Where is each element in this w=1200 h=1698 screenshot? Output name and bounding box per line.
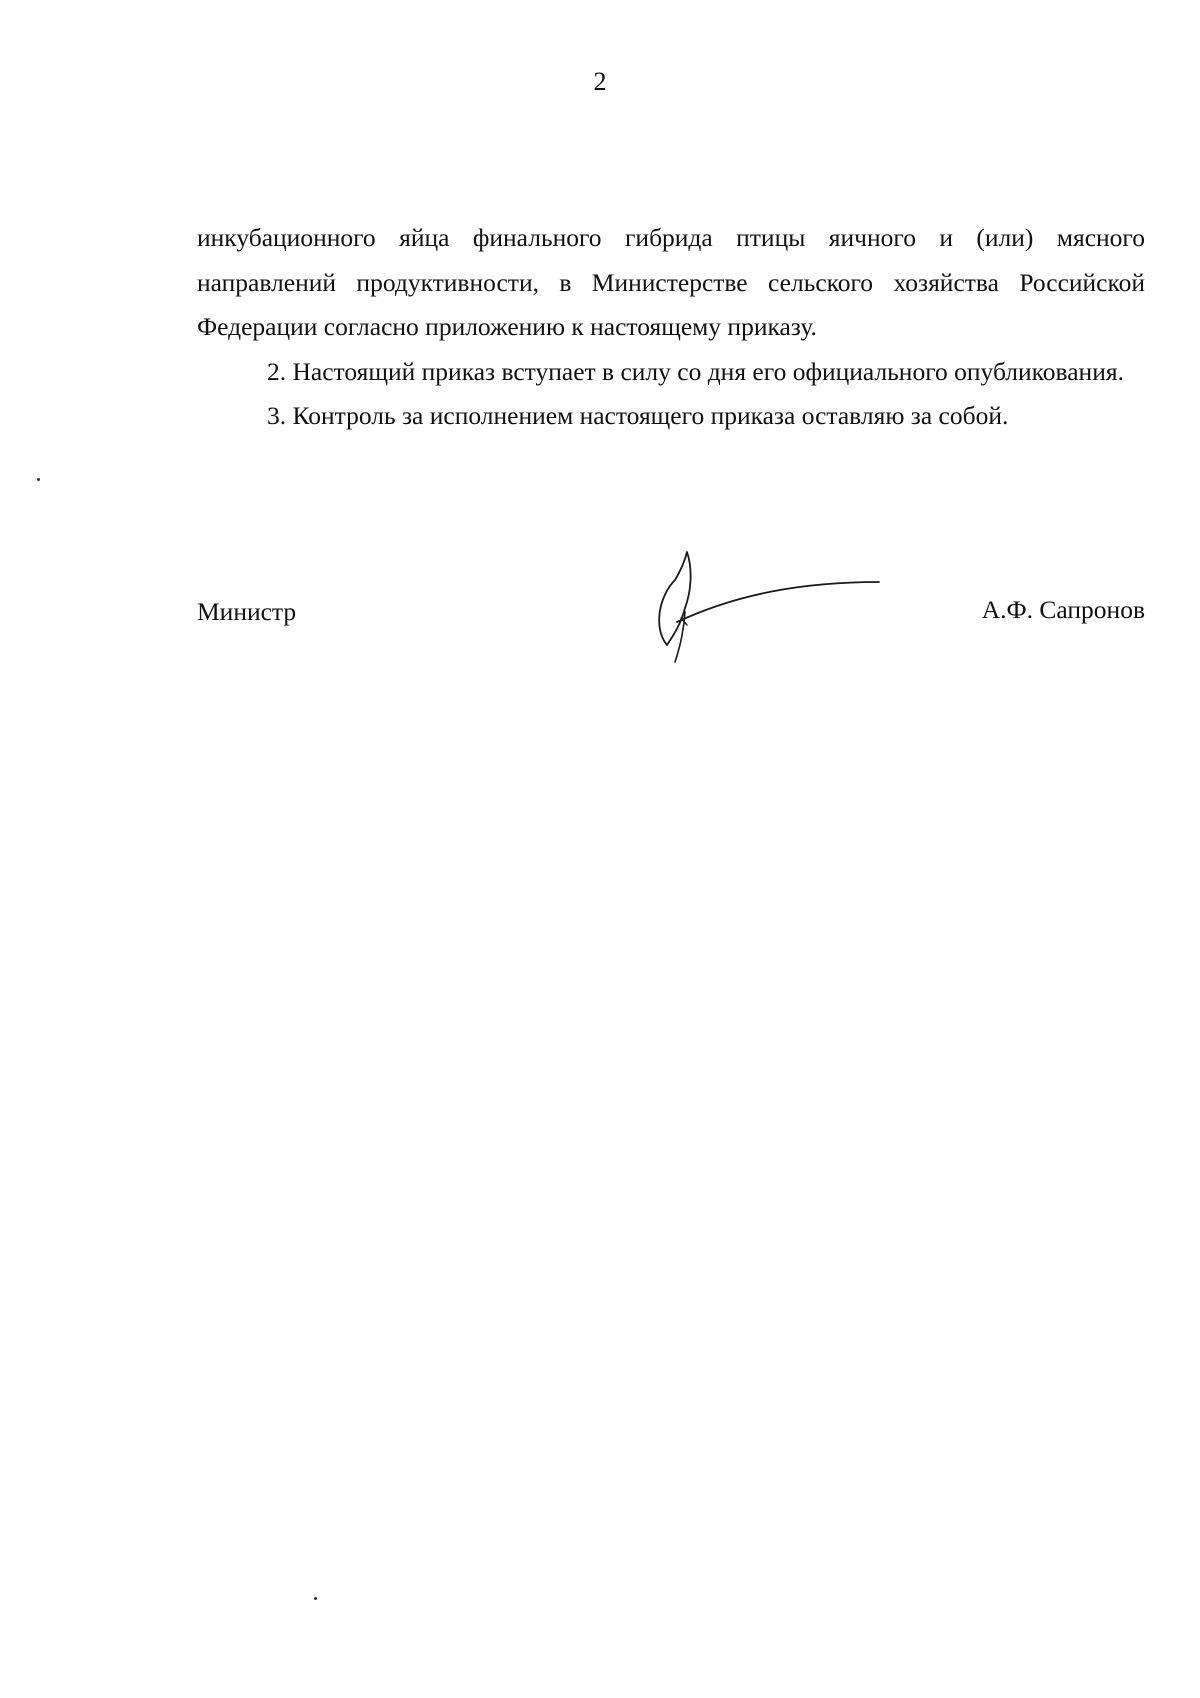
signatory-title: Министр [197, 597, 297, 626]
document-body [197, 216, 1145, 439]
signatory-name: А.Ф. Сапронов [981, 595, 1145, 624]
signature-block [197, 530, 1145, 670]
scan-speck [37, 478, 40, 481]
paragraph-control: 3. Контроль за исполнением настоящего приказа оставляю за собой. [267, 401, 1009, 430]
paragraph-continuation: инкубационного яйца финального гибрида птицы яичного и (или) мясного направлений продуктивности, в Министерстве сельского хозяйства Российской Федерации согласно приложению к настоящему приказу. [197, 223, 1145, 341]
scan-speck [314, 1597, 317, 1600]
handwritten-signature-icon [627, 530, 887, 670]
page-number: 2 [593, 67, 607, 96]
paragraph-effective-date: 2. Настоящий приказ вступает в силу со дня его официального опубликования. [267, 356, 1124, 386]
